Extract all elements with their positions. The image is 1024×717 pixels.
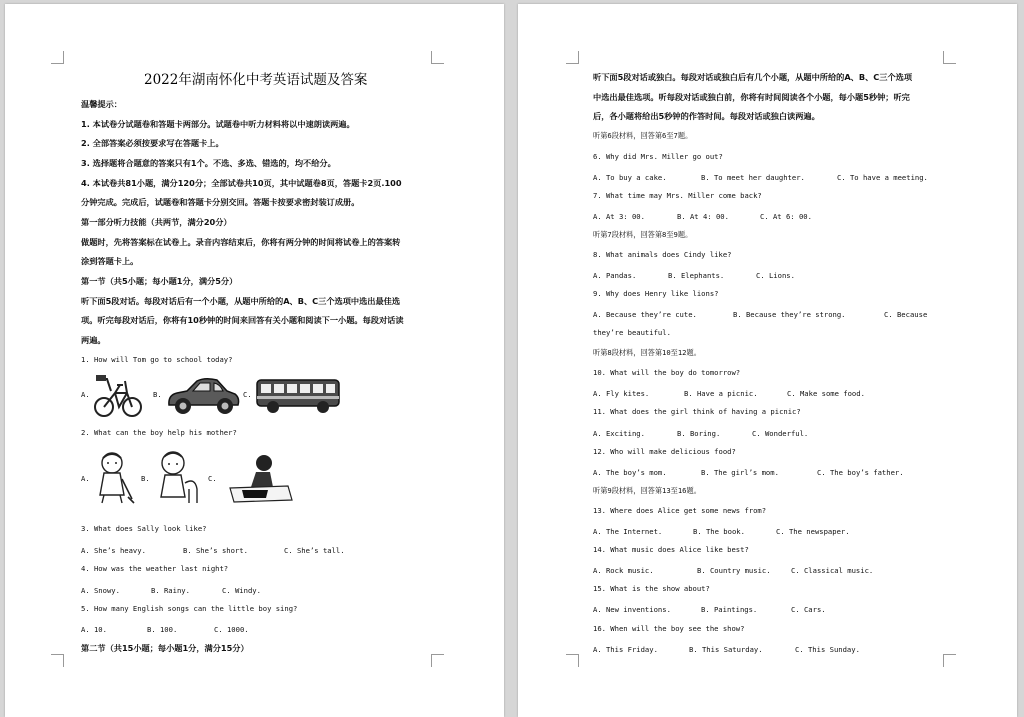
intro-line: 后，各小题将给出5秒钟的作答时间。每段对话或独白读两遍。 <box>593 111 820 121</box>
document-page-2 <box>518 4 1017 717</box>
tips-heading: 温馨提示： <box>81 99 122 109</box>
option-a: A. Snowy. <box>81 586 120 595</box>
intro-line: 听下面5段对话或独白。每段对话或独白后有几个小题，从题中所给的A、B、C三个选项 <box>593 72 913 82</box>
option-c: C. Windy. <box>222 586 261 595</box>
option-a: A. Because they’re cute. <box>593 310 697 319</box>
question-6: 6. Why did Mrs. Miller go out? <box>593 152 723 161</box>
option-b: B. Elephants. <box>668 271 725 280</box>
option-b: B. She’s short. <box>183 546 248 555</box>
tip-line: 4. 本试卷共81小题，满分120分；全部试卷共10页，其中试题卷8页，答题卡2页.100 <box>81 178 402 188</box>
option-c: C. Classical music. <box>791 566 874 575</box>
option-a: A. Rock music. <box>593 566 654 575</box>
option-c: C. To have a meeting. <box>837 173 928 182</box>
question-2: 2. What can the boy help his mother? <box>81 428 237 437</box>
tip-line: 1. 本试卷分试题卷和答题卡两部分。试题卷中听力材料将以中速朗读两遍。 <box>81 119 355 129</box>
option-a: A. New inventions. <box>593 605 671 614</box>
question-16: 16. When will the boy see the show? <box>593 624 745 633</box>
option-a: A. Pandas. <box>593 271 637 280</box>
option-a: A. The Internet. <box>593 527 663 536</box>
question-13: 13. Where does Alice get some news from? <box>593 506 767 515</box>
option-a: A. 10. <box>81 625 107 634</box>
material-heading: 听第8段材料，回答第10至12题。 <box>593 348 701 357</box>
document-page-1 <box>5 4 504 717</box>
question-12: 12. Who will make delicious food? <box>593 447 736 456</box>
question-14: 14. What music does Alice like best? <box>593 545 749 554</box>
section1-intro-line: 听下面5段对话。每段对话后有一个小题，从题中所给的A、B、C三个选项中选出最佳选 <box>81 296 401 306</box>
option-a: A. Fly kites. <box>593 389 650 398</box>
option-label-c: C. <box>243 390 252 399</box>
option-b: B. At 4: 00. <box>677 212 729 221</box>
part1-intro-line: 做题时，先将答案标在试卷上。录音内容结束后，你将有两分钟的时间将试卷上的答案转 <box>81 237 401 247</box>
option-b: B. Rainy. <box>151 586 190 595</box>
option-a: A. To buy a cake. <box>593 173 667 182</box>
question-15: 15. What is the show about? <box>593 584 710 593</box>
page-title: 2022年湖南怀化中考英语试题及答案 <box>144 72 368 88</box>
option-a: A. Exciting. <box>593 429 645 438</box>
question-8: 8. What animals does Cindy like? <box>593 250 732 259</box>
material-heading: 听第6段材料，回答第6至7题。 <box>593 131 693 140</box>
question-4: 4. How was the weather last night? <box>81 564 229 573</box>
option-b: B. Country music. <box>697 566 771 575</box>
bus-image <box>255 377 341 415</box>
car-image <box>165 375 241 417</box>
option-label-b: B. <box>141 474 150 483</box>
section1-heading: 第一节（共5小题；每小题1分，满分5分） <box>81 276 238 286</box>
option-label-c: C. <box>208 474 217 483</box>
option-b: B. Because they’re strong. <box>733 310 846 319</box>
question-5: 5. How many English songs can the little boy sing? <box>81 604 298 613</box>
question-10: 10. What will the boy do tomorrow? <box>593 368 741 377</box>
option-b: B. Boring. <box>677 429 721 438</box>
part1-heading: 第一部分听力技能（共两节，满分20分） <box>81 217 232 227</box>
option-b: B. The girl’s mom. <box>701 468 779 477</box>
option-c: C. At 6: 00. <box>760 212 812 221</box>
tip-line: 2. 全部答案必须按要求写在答题卡上。 <box>81 138 224 148</box>
part1-intro-line: 涂到答题卡上。 <box>81 256 139 266</box>
question-7: 7. What time may Mrs. Miller come back? <box>593 191 762 200</box>
tip-line: 分钟完成。完成后，试题卷和答题卡分别交回。答题卡按要求密封装订成册。 <box>81 197 360 207</box>
boy-with-chair-image <box>155 449 201 505</box>
boy-cleaning-image <box>92 449 136 505</box>
option-label-a: A. <box>81 474 90 483</box>
option-c: C. Because <box>884 310 928 319</box>
option-c: C. She’s tall. <box>284 546 345 555</box>
question-9: 9. Why does Henry like lions? <box>593 289 719 298</box>
option-c: C. 1000. <box>214 625 249 634</box>
option-c: C. Wonderful. <box>752 429 809 438</box>
question-1: 1. How will Tom go to school today? <box>81 355 233 364</box>
option-label-a: A. <box>81 390 90 399</box>
option-c: C. Lions. <box>756 271 795 280</box>
option-b: B. Paintings. <box>701 605 758 614</box>
intro-line: 中选出最佳选项。听每段对话或独白前，你将有时间阅读各个小题，每小题5秒钟；听完 <box>593 92 910 102</box>
option-continuation: they’re beautiful. <box>593 328 671 337</box>
bicycle-image <box>93 373 143 419</box>
option-b: B. Have a picnic. <box>684 389 758 398</box>
option-a: A. At 3: 00. <box>593 212 645 221</box>
section2-heading: 第二节（共15小题；每小题1分，满分15分） <box>81 643 249 653</box>
option-a: A. She’s heavy. <box>81 546 146 555</box>
option-b: B. The book. <box>693 527 745 536</box>
section1-intro-line: 两遍。 <box>81 335 106 345</box>
question-3: 3. What does Sally look like? <box>81 524 207 533</box>
section1-intro-line: 项。听完每段对话后，你将有10秒钟的时间来回答有关小题和阅读下一小题。每段对话读 <box>81 315 404 325</box>
option-c: C. Cars. <box>791 605 826 614</box>
option-b: B. To meet her daughter. <box>701 173 805 182</box>
option-c: C. The newspaper. <box>776 527 850 536</box>
option-c: C. The boy’s father. <box>817 468 904 477</box>
option-b: B. This Saturday. <box>689 645 763 654</box>
material-heading: 听第9段材料，回答第13至16题。 <box>593 486 701 495</box>
option-c: C. Make some food. <box>787 389 865 398</box>
option-label-b: B. <box>153 390 162 399</box>
option-a: A. This Friday. <box>593 645 658 654</box>
tip-line: 3. 选择题将合题意的答案只有1个。不选、多选、错选的，均不给分。 <box>81 158 336 168</box>
option-c: C. This Sunday. <box>795 645 860 654</box>
option-a: A. The boy’s mom. <box>593 468 667 477</box>
material-heading: 听第7段材料，回答第8至9题。 <box>593 230 693 239</box>
option-b: B. 100. <box>147 625 178 634</box>
question-11: 11. What does the girl think of having a picnic? <box>593 407 801 416</box>
person-ironing-image <box>224 452 296 506</box>
